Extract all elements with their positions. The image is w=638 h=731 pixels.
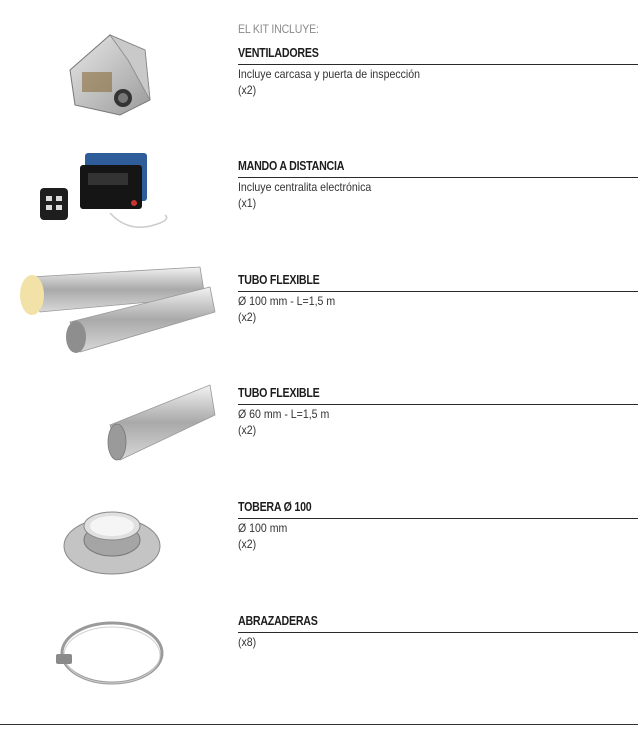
kit-item-tubo-60 — [0, 370, 638, 480]
item-divider — [238, 518, 638, 519]
kit-item-mando — [0, 143, 638, 253]
flexible-duct-large-icon — [10, 257, 220, 357]
item-quantity: (x1) — [238, 196, 257, 210]
fan-housing-icon — [10, 30, 220, 130]
item-quantity: (x2) — [238, 537, 257, 551]
kit-item-abrazaderas — [0, 598, 638, 708]
item-title: TUBO FLEXIBLE — [238, 272, 320, 287]
kit-item-tobera — [0, 484, 638, 594]
item-quantity: (x2) — [238, 310, 257, 324]
item-quantity: (x2) — [238, 423, 257, 437]
kit-item-tubo-100 — [0, 257, 638, 367]
item-description: Incluye centralita electrónica — [238, 180, 372, 194]
item-divider — [238, 404, 638, 405]
item-title: ABRAZADERAS — [238, 613, 318, 628]
item-quantity: (x8) — [238, 635, 257, 649]
item-divider — [238, 64, 638, 65]
item-title: MANDO A DISTANCIA — [238, 158, 345, 173]
item-description: Ø 60 mm - L=1,5 m — [238, 407, 330, 421]
kit-header: EL KIT INCLUYE: — [238, 22, 319, 36]
item-description: Incluye carcasa y puerta de inspección — [238, 67, 420, 81]
hose-clamp-icon — [10, 598, 220, 698]
item-description: Ø 100 mm - L=1,5 m — [238, 294, 336, 308]
item-quantity: (x2) — [238, 83, 257, 97]
item-divider — [238, 291, 638, 292]
flexible-duct-small-icon — [10, 370, 220, 470]
item-divider — [238, 177, 638, 178]
item-title: TOBERA Ø 100 — [238, 499, 312, 514]
nozzle-flange-icon — [10, 484, 220, 584]
item-divider — [238, 632, 638, 633]
item-title: VENTILADORES — [238, 45, 319, 60]
remote-control-icon — [10, 143, 220, 243]
footer-divider — [0, 724, 638, 725]
item-title: TUBO FLEXIBLE — [238, 385, 320, 400]
item-description: Ø 100 mm — [238, 521, 288, 535]
kit-item-ventiladores — [0, 30, 638, 140]
